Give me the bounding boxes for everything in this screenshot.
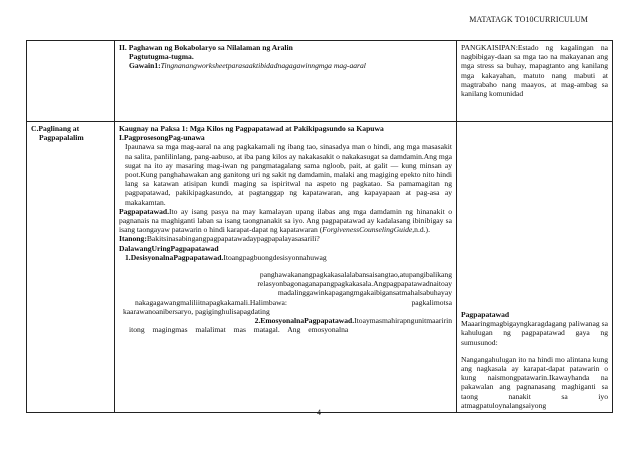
type1-continuation: panghawakanangpagkakasalalabansaisangtao,atupangibalikang [259, 270, 452, 280]
itanong-question: Bakitsinasabingangpagpapatawadaypagpapalayasasarili? [146, 234, 320, 244]
table-row [27, 122, 613, 413]
lesson-table [26, 40, 613, 413]
type1-line [119, 253, 452, 262]
type2-text: Itoaymasmahirapngunitmaaririn [354, 316, 452, 326]
table-row [27, 41, 613, 122]
type2-label: 2.EmosyonalnaPagpapatawad. [254, 316, 355, 326]
itanong-line [119, 234, 452, 243]
side-note-text: Nangangahulugan ito na hindi mo alintana kung ang nagkasala ay karapat-dapat patawarin o kung naismongpatawarin.Ikawayhanda na pakawalan ang pagnanasang maghiganti sa taong nanakit sa iyo atmagpatuloynalangsaiyong [461, 354, 608, 410]
type2-continuation: itong magingmas malalimat mas matagal. Ang emosyonalna [129, 325, 349, 335]
itanong-label: Itanong: [119, 234, 147, 244]
side-note-title: Pagpapatawad [461, 310, 510, 319]
type1-continuation: madalinggawinkapagangmgakaibigansatmahalsabuhayay [277, 288, 452, 298]
stage-label-line2: Pagpapalalim [39, 133, 84, 143]
type1-text: Itoangpagbuongdesisyonnahuwag [223, 252, 327, 262]
page-number: 4 [317, 408, 321, 417]
citation-end: ,n.d.). [412, 225, 430, 235]
row1-col3-cell [457, 41, 613, 122]
type1-continuation-part: nakagagawangmaliliitnapagkakamali.Halimbawa: [135, 297, 288, 307]
topic-subheading: I.PagprosesongPag-unawa [119, 133, 205, 143]
section-title: II. Paghawan ng Bokabolaryo sa Nilalaman ng Aralin [119, 43, 293, 52]
activity-instruction [119, 61, 452, 70]
type1-continuation: kaarawanoanibersaryo, pagiginghulisapagdating [123, 306, 270, 316]
row2-col2-cell [115, 122, 457, 413]
explanation-paragraph: Ipaunawa sa mga mag-aaral na ang pagkakamali ng ibang tao, sinasadya man o hindi, ang mga masasakit na salita, panlilinlang, pang-aabuso, at iba pang kilos ay nakakasakit o nakakasugat sa damdamin.Ang mga sugat na ito ay masaring mag-iwan ng pangmatagalang sama ngloob, pait, at galit — kung minsan ay poot.Kung panghahawakan ang ganitong uri ng sakit ng damdamin, malaki ang magiging epekto nito hindi lang sa katawan atisipan kundi maging sa ispiritwal na aspeto ng pagkatao. Sa pamamagitan ng pagpapatawad, pakikipagkasundo, at pagtanggap ng kapatawaran, ang kapayapaan at pag-asa ay makakamtan. [125, 142, 452, 207]
pangkaisipan-note: PANGKAISIPAN:Estado ng kagalingan na nagbibigay-daan sa mga tao na makayanan ang mga stress sa buhay, mapagtanto ang kanilang mga kakayahan, matuto nang mabuti at magtrabaho nang maayos, at mag-ambag sa kanilang komunidad [461, 43, 608, 99]
type1-continuation [119, 298, 452, 307]
row2-col3-cell [457, 122, 613, 413]
type1-label: 1.DesisyonalnaPagpapatawad. [125, 252, 224, 262]
type2-line [119, 316, 452, 325]
stage-label-line1: C.Paglinang at [31, 124, 80, 133]
citation: ForgivenessCounselingGuide [322, 225, 413, 235]
gawain-text: Tingnanangworksheetparasaaktibidadnagagawinngmga mag-aaral [160, 61, 366, 71]
pagpapatawad-label: Pagpapatawad. [119, 206, 170, 216]
type1-continuation: relasyonbagonaganapangpagkakasala.Angpagpapatawadnaitoay [257, 279, 452, 289]
topic-heading: Kaugnay na Paksa 1: Mga Kilos ng Pagpapatawad at Pakikipagsundo sa Kapuwa [119, 124, 384, 133]
activity-subtitle: Pagtutugma-tugma. [129, 52, 194, 62]
side-note-text: Maaaringmagbigayngkaragdagang paliwanag sa kahulugan ng pagpapatawad gaya ng sumusunod: [461, 319, 608, 347]
row1-col1-cell [27, 41, 115, 122]
pagpapatawad-text: Ito ay isang pasya na may kamalayan upang ilabas ang mga damdamin ng hinanakit o pagnanais na maghiganti laban sa isang taongnanakit sa iyo. Ang pagpapatawad ay kadalasang ibinibigay sa isang taongayaw patawarin o hindi karapat-dapat ng kapatawaran ( [119, 206, 452, 235]
type1-continuation-part: pagkalimotsa [411, 297, 452, 307]
pagpapatawad-paragraph [119, 207, 452, 235]
gawain-label: Gawain1: [129, 61, 161, 71]
row2-col1-cell [27, 122, 115, 413]
row1-col2-cell [115, 41, 457, 122]
document-code: MATATAGK TO10CURRICULUM [469, 15, 588, 24]
types-heading: DalawangUringPagpapatawad [119, 243, 219, 253]
